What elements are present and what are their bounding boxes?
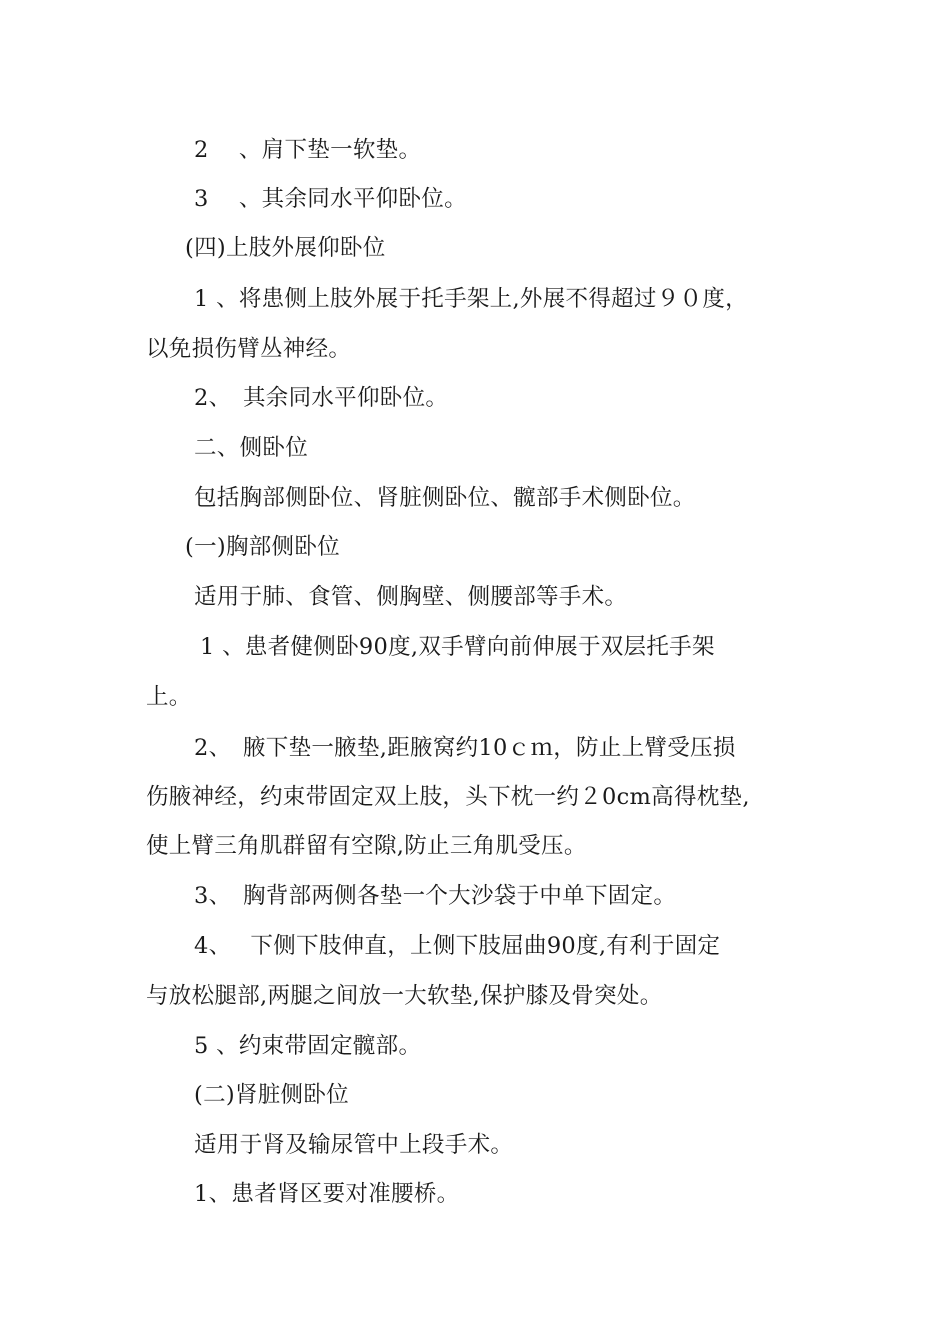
text-line: 2、 腋下垫一腋垫,距腋窝约10ｃｍ，防止上臂受压损 <box>194 735 736 761</box>
chapter-heading: 二、侧卧位 <box>194 435 309 461</box>
text-line: 包括胸部侧卧位、肾脏侧卧位、髋部手术侧卧位。 <box>194 485 696 511</box>
text-line: 适用于肾及输尿管中上段手术。 <box>194 1132 514 1158</box>
text-line: 1 、将患侧上肢外展于托手架上,外展不得超过９０度， <box>194 286 748 312</box>
text-line: 5 、约束带固定髋部。 <box>194 1033 422 1059</box>
text-line: 使上臂三角肌群留有空隙,防止三角肌受压。 <box>146 833 587 859</box>
text-line: 上。 <box>146 684 192 710</box>
text-line: 4、 下侧下肢伸直，上侧下肢屈曲90度,有利于固定 <box>194 933 721 959</box>
text-line: 适用于肺、食管、侧胸壁、侧腰部等手术。 <box>194 584 628 610</box>
section-heading: (二)肾脏侧卧位 <box>194 1082 349 1108</box>
text-line: 2、 其余同水平仰卧位。 <box>194 385 449 411</box>
text-line: 以免损伤臂丛神经。 <box>146 336 352 362</box>
section-heading: (四)上肢外展仰卧位 <box>185 235 386 261</box>
text-line: 3 、其余同水平仰卧位。 <box>194 186 467 212</box>
text-line: 2 、肩下垫一软垫。 <box>194 137 422 163</box>
section-heading: (一)胸部侧卧位 <box>185 534 340 560</box>
text-line: 3、 胸背部两侧各垫一个大沙袋于中单下固定。 <box>194 883 677 909</box>
text-line: 与放松腿部,两腿之间放一大软垫,保护膝及骨突处。 <box>146 983 663 1009</box>
text-line: 1 、患者健侧卧90度,双手臂向前伸展于双层托手架 <box>200 634 715 660</box>
text-line: 伤腋神经，约束带固定双上肢，头下枕一约２0cm高得枕垫, <box>146 784 750 810</box>
text-line: 1、患者肾区要对准腰桥。 <box>194 1181 460 1207</box>
